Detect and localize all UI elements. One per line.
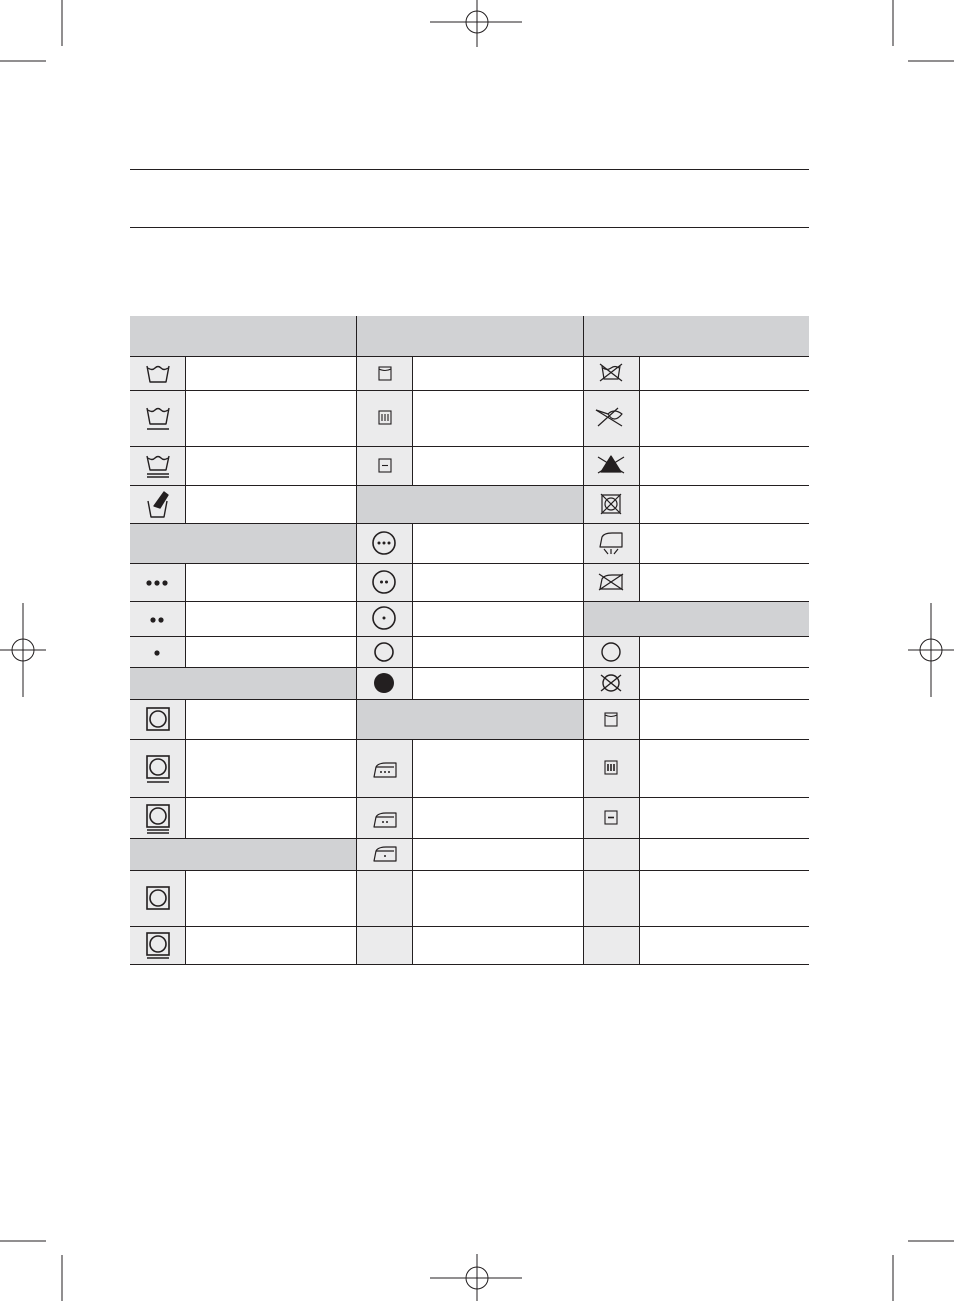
one-dot-icon [154, 650, 159, 655]
table-header-band [130, 316, 809, 356]
registration-mark-top [430, 0, 524, 48]
col2-section-header [357, 699, 583, 739]
header-rule-top [130, 169, 809, 170]
col1-section-header [130, 523, 356, 563]
filled-circle-icon [374, 673, 394, 693]
col1-section-header [130, 838, 356, 870]
registration-mark-bottom [430, 1253, 524, 1301]
section-title [130, 184, 809, 214]
col1-section-header [130, 667, 356, 699]
care-symbol-table [130, 316, 809, 965]
registration-mark-right [906, 603, 954, 699]
col2-section-header [357, 485, 583, 523]
three-dots-icon [146, 580, 167, 585]
registration-mark-left [0, 603, 48, 699]
header-rule-bottom [130, 227, 809, 228]
col3-section-header [584, 601, 809, 636]
